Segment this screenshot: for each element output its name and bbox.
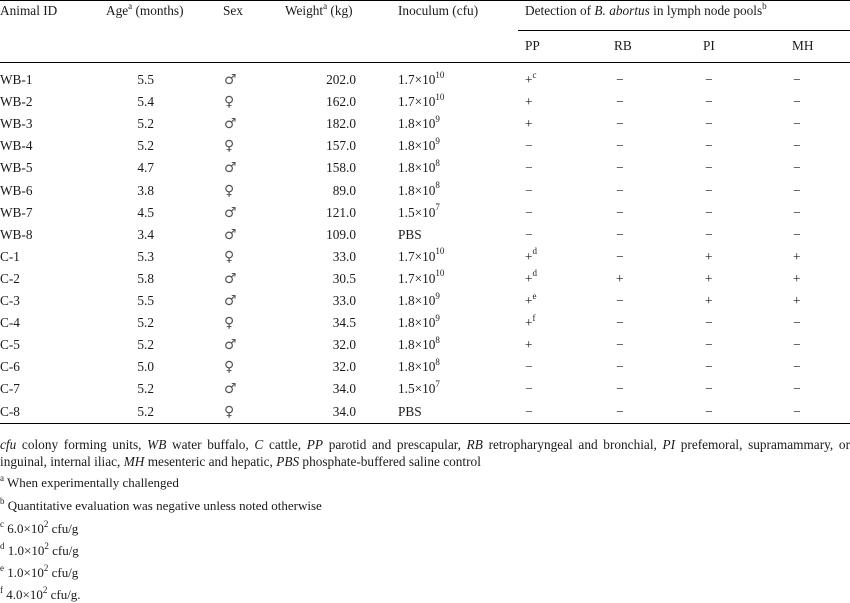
cell-rb: − [616, 248, 624, 264]
cell-mh: − [793, 94, 801, 110]
cell-pp [525, 183, 533, 199]
cell-pi: − [705, 315, 713, 331]
cell-animal-id: WB-7 [0, 204, 33, 220]
cell-mh: − [793, 226, 801, 242]
header-age-label: Age [106, 3, 129, 18]
footnote-text: 4.0×10 [3, 587, 43, 602]
pp-result: + [525, 72, 533, 87]
cell-mh: − [793, 160, 801, 176]
header-inoculum: Inoculum (cfu) [398, 3, 479, 18]
cell-sex-icon: ♂ [224, 226, 237, 243]
cell-mh: + [793, 270, 801, 286]
cell-weight: 89.0 [332, 182, 356, 198]
cell-animal-id: C-3 [0, 293, 20, 308]
cell-pi: − [705, 94, 713, 110]
cell-pp [525, 94, 533, 110]
cell-weight: 33.0 [332, 248, 356, 264]
pp-footnote-mark: c [532, 69, 537, 80]
abbreviation-term: PP [306, 437, 324, 452]
cell-sex-icon: ♂ [224, 293, 237, 309]
abbreviation-definition: water buffalo, [166, 437, 255, 452]
abbreviation-term: RB [466, 437, 483, 452]
cell-age: 5.5 [137, 72, 154, 87]
inoculum-base: PBS [398, 226, 422, 242]
cell-pi: − [705, 403, 713, 419]
abbreviation-definition: parotid and prescapular, [323, 437, 467, 452]
cell-animal-id: WB-5 [0, 160, 33, 176]
cell-animal-id: C-7 [0, 381, 20, 397]
cell-pp [525, 138, 533, 154]
cell-age: 5.2 [137, 403, 154, 419]
footnote [0, 518, 79, 537]
header-age-footnote-mark: a [128, 0, 133, 11]
pp-result: − [525, 160, 533, 176]
inoculum-base: 1.7×10 [398, 248, 436, 264]
footnote-mark: f [0, 584, 3, 595]
cell-rb: − [616, 116, 624, 132]
inoculum-base: 1.5×10 [398, 381, 436, 397]
cell-sex-icon: ♂ [224, 381, 237, 398]
footnote-exponent: 2 [43, 562, 49, 573]
cell-rb: − [616, 403, 624, 419]
footnote-text: 6.0×10 [4, 521, 44, 536]
footnote-exponent: 2 [43, 518, 49, 529]
abbreviation-term: PI [662, 437, 676, 452]
pp-footnote-mark: e [532, 290, 537, 301]
cell-age: 5.8 [137, 270, 154, 286]
cell-sex-icon: ♂ [224, 204, 237, 221]
cell-inoculum [398, 227, 422, 243]
cell-weight: 30.5 [332, 270, 356, 286]
cell-rb: − [616, 204, 624, 220]
cell-sex-icon: ♂ [224, 270, 237, 287]
inoculum-base: 1.8×10 [398, 160, 436, 176]
cell-pi: − [705, 182, 713, 198]
cell-animal-id: C-5 [0, 337, 20, 353]
cell-rb: + [616, 270, 624, 286]
footnote-mark: a [0, 472, 4, 483]
footnote [0, 584, 81, 603]
pp-result: + [525, 337, 533, 353]
inoculum-exponent: 9 [435, 312, 440, 323]
cell-rb: − [616, 182, 624, 198]
cell-pp [525, 290, 537, 309]
footnote-text: Quantitative evaluation was negative unless noted otherwise [4, 498, 322, 513]
footnote [0, 540, 79, 559]
inoculum-exponent: 10 [435, 268, 445, 279]
abbreviation-term: MH [123, 454, 145, 469]
footnote-mark: d [0, 540, 5, 551]
footnote-exponent: 2 [42, 584, 48, 595]
cell-age: 5.2 [137, 381, 154, 397]
header-age [106, 0, 184, 19]
pp-result: − [525, 182, 533, 198]
cell-pp [525, 359, 533, 375]
cell-weight: 34.0 [332, 381, 356, 397]
inoculum-exponent: 8 [435, 157, 440, 168]
footnote-mark: e [0, 562, 4, 573]
cell-mh: − [793, 403, 801, 419]
inoculum-base: 1.8×10 [398, 337, 436, 353]
cell-age: 4.5 [137, 204, 154, 220]
cell-pp [525, 227, 533, 243]
cell-animal-id: C-8 [0, 403, 20, 419]
cell-pi: + [705, 248, 713, 264]
cell-animal-id: C-4 [0, 315, 20, 331]
pp-result: + [525, 116, 533, 132]
cell-inoculum [398, 157, 440, 176]
cell-pp [525, 312, 536, 331]
footnote-mark: c [0, 518, 4, 529]
cell-animal-id: WB-3 [0, 116, 33, 132]
cell-pi: − [705, 381, 713, 397]
cell-mh: + [793, 248, 801, 264]
inoculum-exponent: 8 [435, 356, 440, 367]
inoculum-exponent: 10 [435, 69, 445, 80]
cell-age: 5.2 [137, 315, 154, 331]
cell-weight: 34.5 [332, 315, 356, 331]
cell-inoculum [398, 378, 440, 397]
cell-pi: − [705, 226, 713, 242]
cell-mh: − [793, 315, 801, 331]
header-animal-id: Animal ID [0, 3, 58, 18]
cell-sex-icon: ♀ [224, 403, 235, 420]
cell-rb: − [616, 381, 624, 397]
cell-weight: 32.0 [332, 359, 356, 375]
cell-pp [525, 246, 537, 265]
cell-weight: 121.0 [326, 204, 356, 220]
cell-weight: 162.0 [326, 94, 356, 110]
abbreviation-term: cfu [0, 437, 17, 452]
cell-age: 5.2 [137, 337, 154, 353]
cell-age: 3.4 [137, 226, 154, 242]
header-pool-pp: PP [525, 38, 540, 53]
cell-weight: 34.0 [332, 403, 356, 419]
cell-sex-icon: ♀ [224, 315, 235, 332]
cell-mh: − [793, 381, 801, 397]
cell-rb: − [616, 94, 624, 110]
header-pool-rb: RB [614, 38, 632, 53]
abbreviation-definition: phosphate-buffered saline control [299, 454, 481, 469]
cell-mh: − [793, 182, 801, 198]
cell-mh: − [793, 72, 801, 87]
cell-weight: 109.0 [326, 226, 356, 242]
cell-weight: 202.0 [326, 72, 356, 87]
cell-rb: − [616, 160, 624, 176]
pp-result: + [525, 94, 533, 110]
inoculum-exponent: 8 [435, 334, 440, 345]
cell-mh: − [793, 138, 801, 154]
cell-age: 5.2 [137, 138, 154, 154]
inoculum-base: PBS [398, 403, 422, 419]
cell-age: 5.4 [137, 94, 154, 110]
footnote-exponent: 2 [44, 540, 49, 551]
cell-mh: − [793, 359, 801, 375]
cell-age: 5.5 [137, 293, 154, 308]
inoculum-base: 1.8×10 [398, 293, 436, 308]
cell-animal-id: C-2 [0, 270, 20, 286]
cell-rb: − [616, 359, 624, 375]
cell-inoculum [398, 91, 445, 110]
cell-inoculum [398, 135, 440, 154]
cell-sex-icon: ♀ [224, 94, 235, 111]
inoculum-exponent: 8 [435, 180, 440, 191]
header-detection [525, 0, 767, 19]
inoculum-base: 1.8×10 [398, 359, 436, 375]
inoculum-exponent: 9 [435, 290, 440, 301]
cell-inoculum [398, 246, 445, 265]
header-weight [285, 0, 353, 19]
pp-result: − [525, 403, 533, 419]
cell-inoculum [398, 113, 440, 132]
footnote-unit: cfu/g [48, 565, 79, 580]
pp-result: + [525, 270, 533, 286]
cell-pi: + [705, 293, 713, 308]
abbreviation-definition: retropharyngeal and bronchial, [482, 437, 663, 452]
cell-animal-id: WB-4 [0, 138, 33, 154]
cell-mh: − [793, 204, 801, 220]
header-sex: Sex [223, 3, 243, 18]
cell-rb: − [616, 226, 624, 242]
footnote [0, 472, 179, 491]
cell-weight: 158.0 [326, 160, 356, 176]
inoculum-exponent: 10 [435, 246, 445, 257]
cell-age: 3.8 [137, 182, 154, 198]
cell-inoculum [398, 180, 440, 199]
abbreviation-term: WB [147, 437, 167, 452]
footnote-unit: cfu/g. [47, 587, 81, 602]
cell-sex-icon: ♀ [224, 138, 235, 155]
cell-age: 5.2 [137, 116, 154, 132]
pp-footnote-mark: f [532, 312, 536, 323]
footnote-text: 1.0×10 [4, 543, 45, 558]
pp-result: − [525, 138, 533, 154]
cell-weight: 157.0 [326, 138, 356, 154]
cell-pi: − [705, 337, 713, 353]
cell-sex-icon: ♀ [224, 248, 235, 265]
header-detection-species: B. abortus [594, 3, 650, 18]
pp-result: + [525, 315, 533, 331]
abbreviation-definition: prefemoral, supramammary, or inguinal, internal iliac, [0, 437, 850, 469]
cell-pp [525, 116, 533, 132]
cell-pi: − [705, 116, 713, 132]
footnote-unit: cfu/g [48, 543, 79, 558]
cell-inoculum [398, 404, 422, 420]
inoculum-base: 1.8×10 [398, 315, 436, 331]
cell-pp [525, 337, 533, 353]
cell-mh: + [793, 293, 801, 308]
abbreviations-note [0, 436, 850, 470]
bottom-rule [0, 423, 850, 424]
pp-result: − [525, 204, 533, 220]
cell-age: 5.0 [137, 359, 154, 375]
cell-animal-id: WB-1 [0, 72, 33, 87]
cell-rb: − [616, 315, 624, 331]
cell-rb: − [616, 138, 624, 154]
abbreviation-definition: mesenteric and hepatic, [144, 454, 277, 469]
footnote-unit: cfu/g [48, 521, 79, 536]
header-weight-footnote-mark: a [323, 0, 328, 11]
cell-inoculum [398, 290, 440, 309]
cell-pp [525, 268, 537, 287]
cell-pi: − [705, 204, 713, 220]
pp-footnote-mark: d [532, 268, 537, 279]
pp-result: + [525, 293, 533, 308]
cell-pp [525, 381, 533, 397]
cell-weight: 33.0 [332, 293, 356, 308]
header-detection-post: in lymph node pools [649, 3, 763, 18]
inoculum-exponent: 9 [435, 135, 440, 146]
cell-age: 5.3 [137, 248, 154, 264]
cell-animal-id: C-1 [0, 248, 20, 264]
cell-pp [525, 69, 537, 88]
cell-animal-id: WB-8 [0, 226, 33, 242]
cell-pi: − [705, 160, 713, 176]
cell-rb: − [616, 293, 624, 308]
cell-rb: − [616, 337, 624, 353]
inoculum-base: 1.7×10 [398, 72, 436, 87]
cell-pi: − [705, 359, 713, 375]
cell-pp [525, 205, 533, 221]
cell-sex-icon: ♂ [224, 116, 237, 133]
cell-pi: + [705, 270, 713, 286]
footnote [0, 495, 322, 514]
inoculum-base: 1.7×10 [398, 270, 436, 286]
cell-pi: − [705, 138, 713, 154]
inoculum-exponent: 9 [435, 113, 440, 124]
cell-inoculum [398, 356, 440, 375]
cell-rb: − [616, 72, 624, 87]
footnote-mark: b [0, 495, 5, 506]
cell-mh: − [793, 337, 801, 353]
header-weight-unit: (kg) [327, 3, 353, 18]
header-pool-pi: PI [703, 38, 715, 53]
inoculum-exponent: 10 [435, 91, 445, 102]
header-pool-mh: MH [792, 38, 814, 53]
cell-animal-id: C-6 [0, 359, 20, 375]
pp-result: + [525, 248, 533, 264]
abbreviation-definition: colony forming units, [16, 437, 148, 452]
header-weight-label: Weight [285, 3, 324, 18]
cell-mh: − [793, 116, 801, 132]
abbreviation-definition: cattle, [263, 437, 307, 452]
abbreviation-term: PBS [276, 454, 300, 469]
cell-inoculum [398, 202, 440, 221]
abbreviation-term: C [254, 437, 264, 452]
inoculum-base: 1.7×10 [398, 94, 436, 110]
cell-pi: − [705, 72, 713, 87]
cell-inoculum [398, 334, 440, 353]
header-rule [0, 62, 850, 63]
pp-result: − [525, 226, 533, 242]
footnote-text: When experimentally challenged [4, 475, 179, 490]
footnote [0, 562, 79, 581]
cell-age: 4.7 [137, 160, 154, 176]
cell-animal-id: WB-2 [0, 94, 33, 110]
cell-inoculum [398, 312, 440, 331]
cell-sex-icon: ♀ [224, 359, 235, 376]
cell-sex-icon: ♀ [224, 182, 235, 199]
cell-sex-icon: ♂ [224, 72, 237, 88]
cell-pp [525, 404, 533, 420]
cell-inoculum [398, 268, 445, 287]
cell-inoculum [398, 69, 445, 88]
cell-animal-id: WB-6 [0, 182, 33, 198]
header-age-unit: (months) [132, 3, 184, 18]
header-detection-footnote-mark: b [762, 0, 767, 11]
inoculum-base: 1.8×10 [398, 138, 436, 154]
pp-result: − [525, 381, 533, 397]
pp-footnote-mark: d [532, 246, 537, 257]
cell-sex-icon: ♂ [224, 160, 237, 177]
header-detection-pre: Detection of [525, 3, 595, 18]
inoculum-base: 1.8×10 [398, 182, 436, 198]
pp-result: − [525, 359, 533, 375]
inoculum-base: 1.5×10 [398, 204, 436, 220]
cell-sex-icon: ♂ [224, 337, 237, 354]
cell-pp [525, 160, 533, 176]
inoculum-base: 1.8×10 [398, 116, 436, 132]
cell-weight: 32.0 [332, 337, 356, 353]
detection-subheader-rule [518, 30, 850, 31]
inoculum-exponent: 7 [435, 378, 440, 389]
cell-weight: 182.0 [326, 116, 356, 132]
footnote-text: 1.0×10 [4, 565, 44, 580]
inoculum-exponent: 7 [435, 202, 440, 213]
